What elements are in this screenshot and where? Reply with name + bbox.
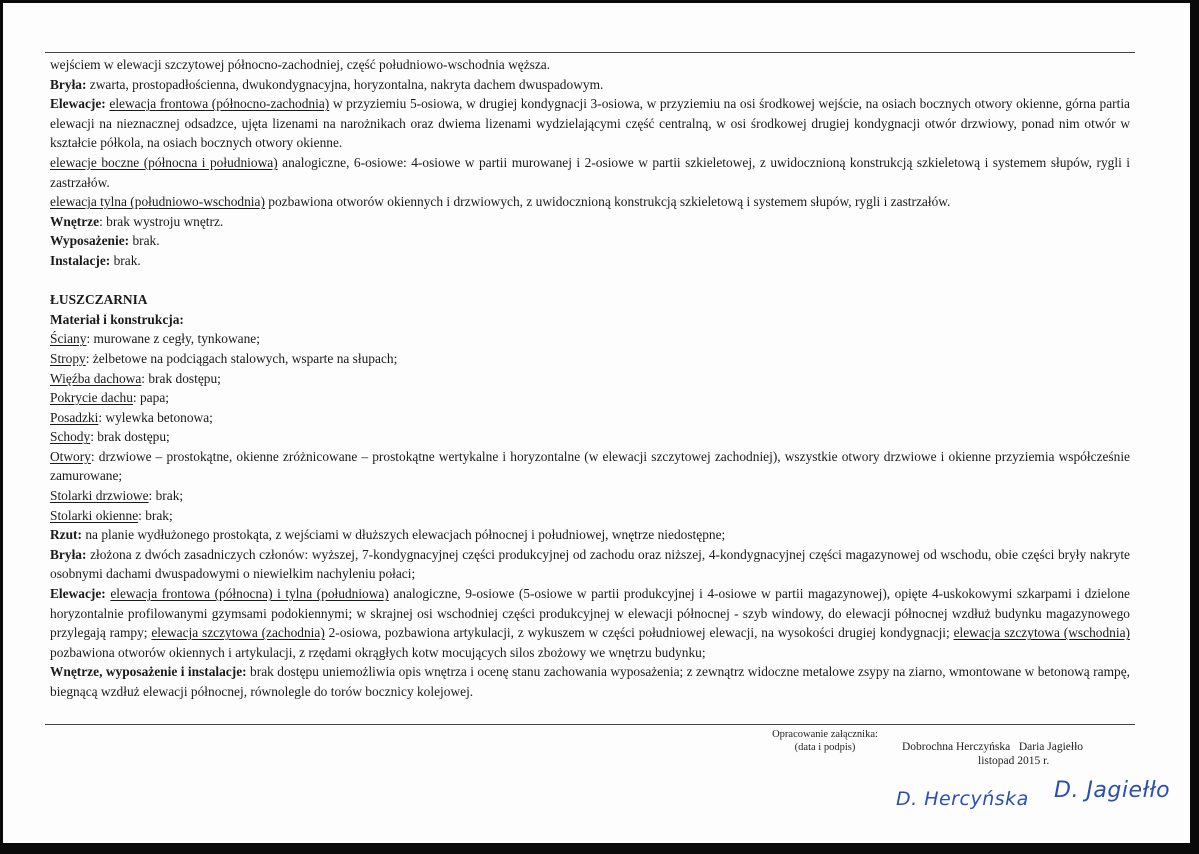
footer-prepared-by: Opracowanie załącznika: (data i podpis) [772, 729, 878, 753]
elewacje-rear-paragraph: elewacja tylna (południowo-wschodnia) pozbawiona otworów okiennych i drzwiowych, z uwidocznioną konstrukcją szkieletową i systemem słupów, rygli i zastrzałów. [50, 194, 951, 210]
material-item: Schody: brak dostępu; [50, 429, 170, 445]
material-item: Więźba dachowa: brak dostępu; [50, 370, 221, 386]
signature-hercynska: D. Hercyńska [896, 788, 1029, 810]
material-item: Stolarki okienne: brak; [50, 507, 173, 523]
material-item: Stropy: żelbetowe na podciągach stalowych, wsparte na słupach; [50, 350, 398, 366]
wyposazenie-paragraph: Wyposażenie: brak. [50, 233, 160, 249]
material-item: Ściany: murowane z cegły, tynkowane; [50, 331, 260, 347]
elewacje-front-paragraph: Elewacje: elewacja frontowa (północno-zachodnia) w przyziemiu 5-osiowa, w drugiej kondygnacji 3-osiowa, w przyziemiu na osi środkowej wejście, na osiach bocznych otwory okienne, górna partia elewacji na nieznacznej odsadzce, ujęta lizenami na narożnikach oraz dwiema lizenami wydzielającymi część centralną, w osi środkowej drugiej kondygnacji otwór drzwiowy, ponad nim otwór w kształcie półkola, na osiach bocznych otwory okienne. [50, 96, 1130, 151]
instalacje-paragraph: Instalacje: brak. [50, 252, 141, 268]
material-item: Pokrycie dachu: papa; [50, 390, 169, 406]
wnetrze2-paragraph: Wnętrze, wyposażenie i instalacje: brak dostępu uniemożliwia opis wnętrza i ocenę stanu zachowania wyposażenia; z zewnątrz widoczne metalowe zsypy na ziarno, wmontowane w betonową rampę, biegnącą wzdłuż elewacji północnej, równolegle do torów bocznicy kolejowej. [50, 664, 1130, 699]
elewacje-label: Elewacje: [50, 96, 106, 112]
section-gap [50, 271, 1130, 291]
top-rule [45, 52, 1135, 53]
elewacje2-paragraph: Elewacje: elewacja frontowa (północna) i tylna (południowa) analogiczne, 9-osiowe (5-osiowe w partii produkcyjnej i 4-osiowe w partii magazynowej), opięte 4-uskokowymi szkarpami i dzielone horyzontalnie profilowanymi gzymsami podokiennymi; w skrajnej osi wschodniej części produkcyjnej w elewacji północnej - szyb windowy, do elewacji północnej wzdłuż budynku magazynowego przylegają rampy; elewacja szczytowa (zachodnia) 2-osiowa, pozbawiona artykulacji, z wykuszem w części południowej elewacji, na wysokości drugiej kondygnacji; elewacja szczytowa (wschodnia) pozbawiona otworów okiennych i artykulacji, z rzędami okrągłych kotw mocujących silos zbożowy we wnętrzu budynku; [50, 586, 1130, 660]
material-item: Posadzki: wylewka betonowa; [50, 409, 213, 425]
material-item: Otwory: drzwiowe – prostokątne, okienne zróżnicowane – prostokątne wertykalne i horyzontalne (w elewacji szczytowej zachodniej), wszystkie otwory drzwiowe i okienne przyziemia współcześnie zamurowane; [50, 448, 1130, 484]
bryla2-paragraph: Bryła: złożona z dwóch zasadniczych członów: wyższej, 7-kondygnacyjnej części produkcyjnej od zachodu oraz niższej, 4-kondygnacyjnej części magazynowej od wschodu, obie części bryły nakryte osobnymi dachami dwuspadowymi o niewielkim nachyleniu połaci; [50, 546, 1130, 582]
section-heading: ŁUSZCZARNIA [50, 292, 148, 308]
author-names: Dobrochna Herczyńska Daria Jagiełło [902, 741, 1084, 753]
material-item: Stolarki drzwiowe: brak; [50, 488, 184, 504]
side-elevation-title: elewacje boczne (północna i południowa) [50, 154, 278, 170]
front-elevation-title: elewacja frontowa (północno-zachodnia) [109, 96, 330, 112]
bryla-paragraph: Bryła: zwarta, prostopadłościenna, dwukondygnacyjna, horyzontalna, nakryta dachem dwuspadowym. [50, 76, 604, 92]
intro-line: wejściem w elewacji szczytowej północno-zachodniej, część południowo-wschodnia węższa. [50, 57, 551, 72]
signature-jagiello: D. Jagiełło [1054, 778, 1171, 803]
document-date: listopad 2015 r. [978, 755, 1050, 767]
rear-elevation-title: elewacja tylna (południowo-wschodnia) [50, 194, 265, 210]
rzut-paragraph: Rzut: na planie wydłużonego prostokąta, z wejściami w dłuższych elewacjach północnej i południowej, wnętrze niedostępne; [50, 527, 726, 543]
section-subheading: Materiał i konstrukcja: [50, 311, 184, 327]
wnetrze-paragraph: Wnętrze: brak wystroju wnętrz. [50, 213, 224, 229]
elewacje-side-paragraph: elewacje boczne (północna i południowa) analogiczne, 6-osiowe: 4-osiowe w partii murowanej i 2-osiowe w partii szkieletowej, z uwidocznioną konstrukcją szkieletową i systemem słupów, rygli i zastrzałów. [50, 154, 1130, 190]
bryla-label: Bryła: [50, 76, 87, 92]
bottom-rule [45, 724, 1135, 725]
document-body [50, 55, 1130, 702]
